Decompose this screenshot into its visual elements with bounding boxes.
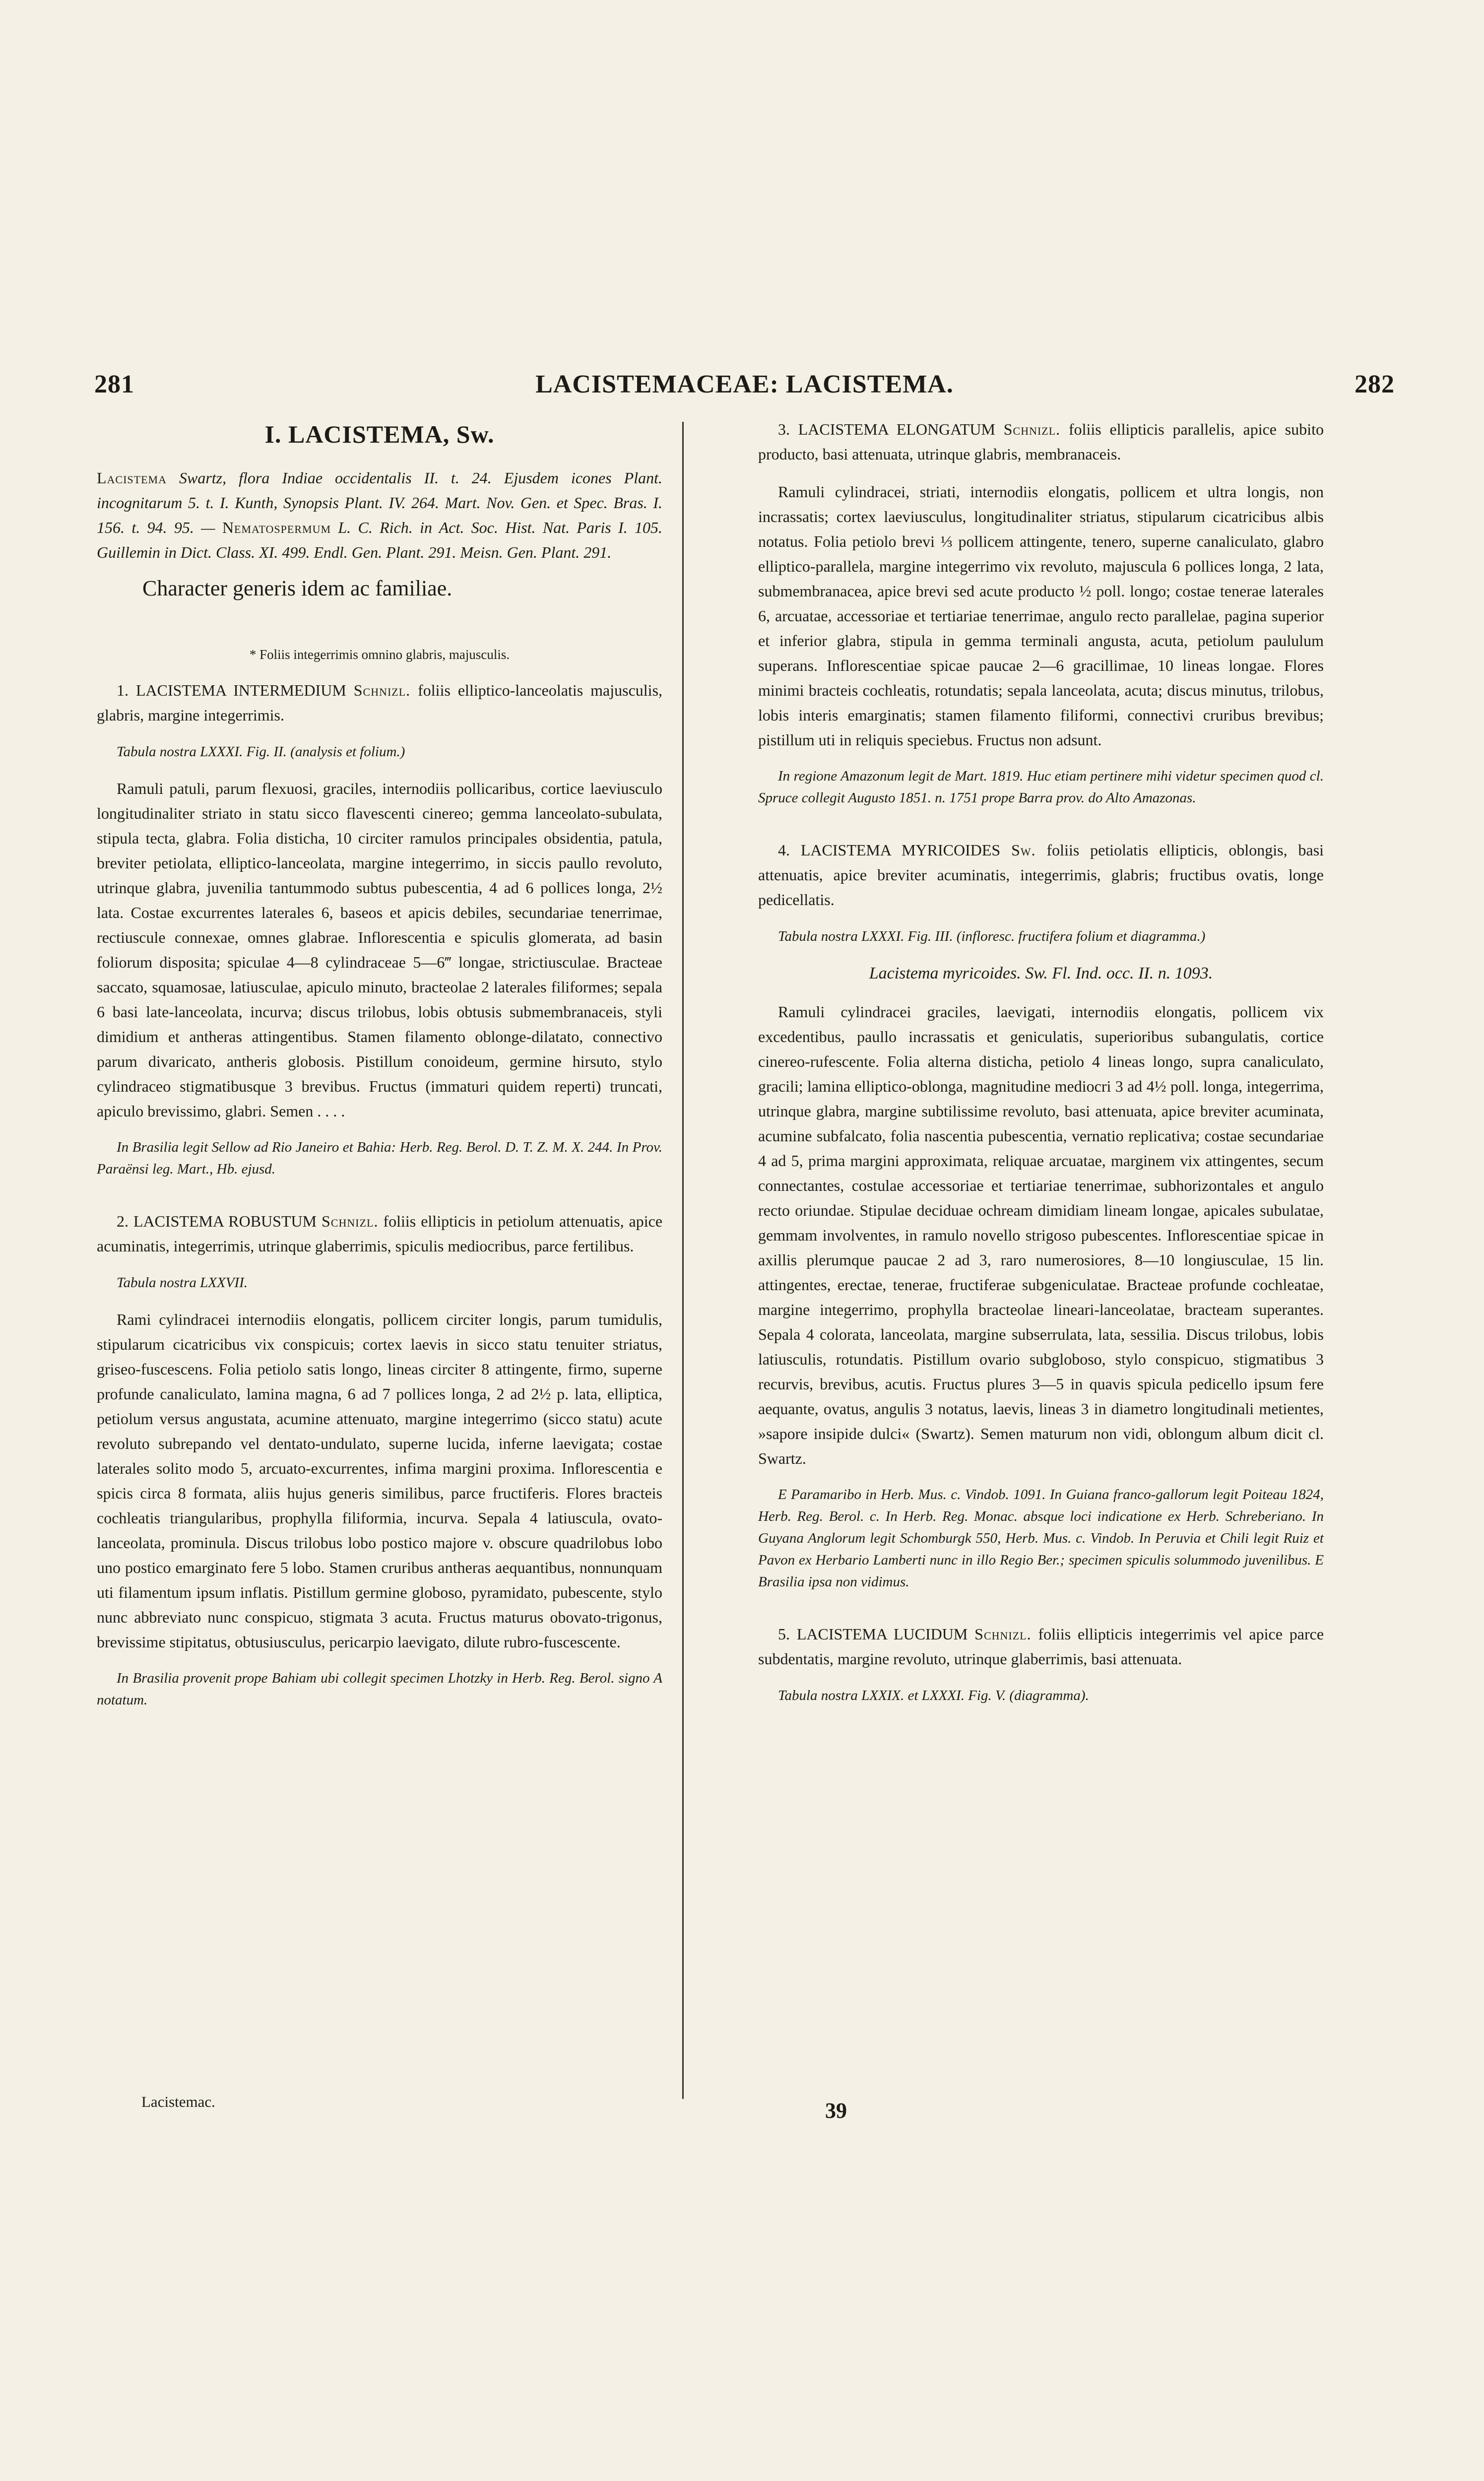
species-1-locality: In Brasilia legit Sellow ad Rio Janeiro et Bahia: Herb. Reg. Berol. D. T. Z. M. X. 244. In Prov. Paraënsi leg. Mart., Hb. ejusd. — [97, 1139, 662, 1177]
species-3-author: Schnizl. — [1003, 420, 1061, 438]
species-4-author: Sw. — [1011, 841, 1036, 859]
species-4-diagnosis-text: foliis petiolatis ellipticis, oblongis, basi attenuatis, apice breviter acuminatis, integerrimis, glabris; fructibus ovatis, longe pedicellatis. — [758, 841, 1324, 909]
genus-synonymy — [97, 465, 662, 565]
species-2-diagnosis-text: foliis ellipticis in petiolum attenuatis, apice acuminatis, integerrimis, utrinque glaberrimis, spiculis mediocribus, parce fertilibus. — [97, 1212, 663, 1255]
species-2-locality: In Brasilia provenit prope Bahiam ubi collegit specimen Lhotzky in Herb. Reg. Berol. signo A notatum. — [97, 1670, 662, 1708]
species-2-heading: 2. LACISTEMA ROBUSTUM — [117, 1212, 317, 1230]
species-1-diagnosis-text: foliis elliptico-lanceolatis majusculis, glabris, margine integerrimis. — [97, 681, 663, 724]
species-3-diagnosis — [758, 417, 1324, 466]
species-2-author: Schnizl. — [322, 1212, 379, 1230]
species-1-heading: 1. LACISTEMA INTERMEDIUM — [117, 681, 346, 699]
section-note: * Foliis integerrimis omnino glabris, majusculis. — [249, 647, 510, 662]
species-2-diagnosis — [97, 1209, 662, 1258]
species-1-author: Schnizl. — [353, 681, 411, 699]
species-4-diagnosis — [758, 838, 1324, 912]
species-1-diagnosis — [97, 678, 662, 727]
signature-mark: Lacistemac. — [141, 2093, 215, 2110]
species-3-diagnosis-text: foliis ellipticis parallelis, apice subito producto, basi attenuata, utrinque glabris, membranaceis. — [758, 420, 1324, 463]
species-2-description: Rami cylindracei internodiis elongatis, pollicem circiter longis, parum tumidulis, stipularum cicatricibus vix conspicuis; cortex laevis in sicco statu tenuiter striatus, griseo-fuscescens. Folia petiolo satis longo, lineas circiter 8 attingente, firmo, superne profunde canaliculato, lamina magna, 6 ad 7 pollices longa, 2 ad 2½ p. lata, elliptica, petiolum versus angustata, acumine attenuato, margine integerrimo (sicco statu) acute revoluto subrepando vel dentato-undulato, superne lucida, inferne laevigata; costae laterales solito modo 5, arcuato-excurrentes, infima margini proxima. Inflorescentia e spicis circa 8 formata, aliis hujus generis similibus, parce fructiferis. Flores bracteis cochleatis triangularibus, prophylla filiformia, incurva. Sepala 4 latiuscula, ovato-lanceolata, prominula. Discus trilobus lobo postico majore v. obscure quadrilobus lobo uno postico emarginato fere 5 lobo. Stamen cruribus antheras aequantibus, nonnunquam uti filamentum ipsum inflatis. Pistillum germine globoso, pyramidato, pubescente, stylo nunc abbreviato nunc conspicuo, stigmata 3 acuta. Fructus maturus obovato-trigonus, brevissime stipitatus, obtusiusculus, pericarpio laevigato, dilute rubro-fuscescente. — [97, 1310, 662, 1651]
species-4-heading: 4. LACISTEMA MYRICOIDES — [778, 841, 1001, 859]
species-4-plate-ref: Tabula nostra LXXXI. Fig. III. (infloresc. fructifera folium et diagramma.) — [778, 928, 1206, 944]
right-column — [758, 417, 1324, 1707]
synonym-lacistema-refs: Swartz, flora Indiae occidentalis II. t. 24. Ejusdem icones Plant. incognitarum 5. t. I. Kunth, Synopsis Plant. IV. 264. Mart. Nov. Gen. et Spec. Bras. I. 156. t. 94. 95. — — [97, 469, 663, 536]
species-3-heading: 3. LACISTEMA ELONGATUM — [778, 420, 995, 438]
column-divider — [682, 422, 684, 2099]
running-title: LACISTEMACEAE: LACISTEMA. — [535, 370, 954, 398]
species-5-diagnosis-text: foliis ellipticis integerrimis vel apice parce subdentatis, margine revoluto, utrinque glaberrimis, basi attenuata. — [758, 1625, 1324, 1668]
species-5-heading: 5. LACISTEMA LUCIDUM — [778, 1625, 968, 1643]
synonym-nematospermum-refs: L. C. Rich. in Act. Soc. Hist. Nat. Paris I. 105. Guillemin in Dict. Class. XI. 499. Endl. Gen. Plant. 291. Meisn. Gen. Plant. 291. — [97, 519, 663, 561]
character-generis: Character generis idem ac familiae. — [142, 576, 452, 600]
species-3-locality: In regione Amazonum legit de Mart. 1819. Huc etiam pertinere mihi videtur specimen quod cl. Spruce collegit Augusto 1851. n. 1751 prope Barra prov. do Alto Amazonas. — [758, 768, 1324, 806]
sheet-number: 39 — [825, 2098, 847, 2123]
left-column — [97, 417, 662, 1711]
synonym-nematospermum: Nematospermum — [222, 519, 331, 536]
species-4-description: Ramuli cylindracei graciles, laevigati, internodiis elongatis, pollicem vix excedentibus, paullo incrassatis et geniculatis, superioribus subangulatis, cortice cinereo-rufescente. Folia alterna disticha, petiolo 4 lineas longo, supra canaliculato, gracili; lamina elliptico-oblonga, magnitudine mediocri 3 ad 4½ poll. longa, integerrima, utrinque glabra, margine subtilissime revoluto, basi attenuata, apice breviter acuminata, acumine subfalcato, folia nascentia pubescentia, vernatio replicativa; costae secundariae 4 ad 5, prima margini approximata, reliquae arcuatae, marginem vix attingentes, secum connectantes, costulae accessoriae et tertiariae tenerrimae, subhorizontales et angulo recto oriundae. Stipulae deciduae ochream dimidiam lineam longae, apicales subulatae, gemmam involventes, in ramulo novello strigoso pubescentes. Inflorescentiae spicae in axillis plerumque paucae 2 ad 3, raro numerosiores, 8—10 longiusculae, 15 lin. attingentes, erectae, tenerae, fructiferae subgeniculatae. Bracteae profunde cochleatae, margine integerrimo, prophylla bracteolae lineari-lanceolatae, bracteam superantes. Sepala 4 colorata, lanceolata, margine subserrulata, lata, sessilia. Discus trilobus, lobis latiusculis, rotundatis. Pistillum ovario subgloboso, stylo conspicuo, stigmatibus 3 recurvis, brevibus, acutis. Fructus plures 3—5 in quavis spicula pedicello ipsum fere aequante, ovatus, angulis 3 notatus, laevis, lineas 3 in diametro longitudinali metientes, »sapore insipide dulci« (Swartz). Semen maturum non vidi, oblongum album dicit cl. Swartz. — [758, 1003, 1324, 1467]
page-number-left: 281 — [94, 370, 134, 398]
species-3-description: Ramuli cylindracei, striati, internodiis elongatis, pollicem et ultra longis, non incrassatis; cortex laeviusculus, longitudinaliter striatus, stipularum cicatricibus albis notatus. Folia petiolo brevi ⅓ pollicem attingente, tenero, superne canaliculato, glabro elliptico-parallela, margine integerrimo vix revoluto, majuscula 6 pollices longa, 2 lata, submembranacea, apice brevi sed acute producto ½ poll. longo; costae tenerae laterales 6, arcuatae, accessoriae et tertiariae tenerrimae, angulo recto parallelae, pagina superior et inferior glabra, stipula in gemma terminali angusta, acuta, petiolum paululum superans. Inflorescentiae spicae paucae 2—6 gracillimae, 10 lineas longae. Flores minimi bracteis cochleatis, rotundatis; sepala lanceolata, acuta; discus minutus, trilobus, lobis interis emarginatis; stamen filamento filiformi, connectivi cruribus brevibus; pistillum uti in reliquis speciebus. Fructus non adsunt. — [758, 483, 1324, 749]
species-5-author: Schnizl. — [974, 1625, 1032, 1643]
species-1-description: Ramuli patuli, parum flexuosi, graciles, internodiis pollicaribus, cortice laeviusculo longitudinaliter striato in statu sicco flavescenti cinereo; gemma lanceolato-subulata, stipula tecta, glabra. Folia disticha, 10 circiter ramulos principales obsidentia, patula, breviter petiolata, elliptico-lanceolata, margine integerrimo, in siccis paullo revoluto, utrinque glabra, juvenilia tantummodo subtus pubescentia, 4 ad 6 pollices longa, 2½ lata. Costae excurrentes laterales 6, baseos et apicis debiles, secundariae tenerrimae, rectiuscule connexae, omnes glabrae. Inflorescentia e spiculis glomerata, ad basin foliorum disposita; spiculae 4—8 cylindraceae 5—6‴ longae, strictiusculae. Bracteae saccato, squamosae, latiusculae, apiculo minuto, bracteolae 2 laterales filiformes; sepala 6 basi late-lanceolata, incurva; discus trilobus, lobis obtusis submembranaceis, styli dimidium et antheras attingentibus. Stamen filamento oblonge-dilatato, connectivo parum divaricato, antheris globosis. Pistillum conoideum, germine hirsuto, stylo cylindraceo stigmatibusque 3 brevibus. Fructus (immaturi quidem reperti) truncati, apiculo brevissimo, glabri. Semen . . . . — [97, 780, 662, 1120]
species-1-plate-ref: Tabula nostra LXXXI. Fig. II. (analysis et folium.) — [117, 744, 405, 760]
species-4-synonym: Lacistema myricoides. Sw. Fl. Ind. occ. II. n. 1093. — [869, 964, 1213, 982]
species-2-plate-ref: Tabula nostra LXXVII. — [117, 1275, 248, 1291]
species-4-locality: E Paramaribo in Herb. Mus. c. Vindob. 1091. In Guiana franco-gallorum legit Poiteau 1824, Herb. Reg. Berol. c. In Herb. Reg. Monac. absque loci indicatione ex Herb. Schreberiano. In Guyana Anglorum legit Schomburgk 550, Herb. Mus. c. Vindob. In Peruvia et Chili legit Ruiz et Pavon ex Herbario Lamberti nunc in illo Regio Ber.; specimen spiculis solummodo juvenilibus. E Brasilia ipsa non vidimus. — [758, 1487, 1324, 1590]
species-5-plate-ref: Tabula nostra LXXIX. et LXXXI. Fig. V. (diagramma). — [778, 1688, 1089, 1703]
synonym-lacistema: Lacistema — [97, 469, 167, 487]
genus-title: I. LACISTEMA, Sw. — [264, 420, 495, 448]
species-5-diagnosis — [758, 1622, 1324, 1671]
page-number-right: 282 — [1355, 370, 1395, 398]
running-header — [94, 370, 1395, 404]
